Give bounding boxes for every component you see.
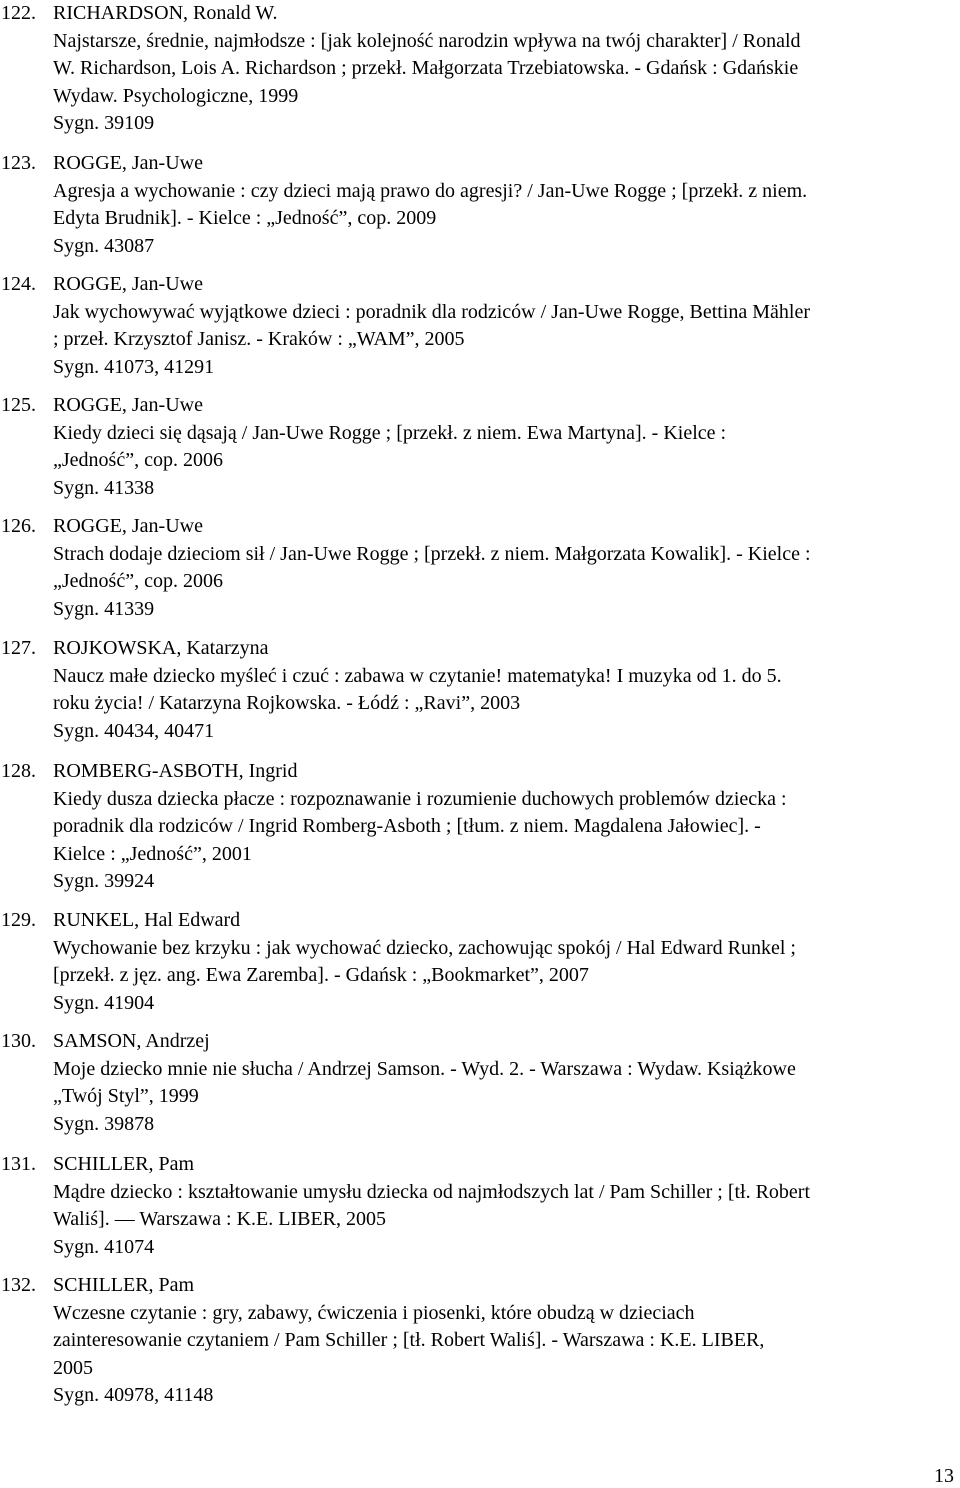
entry-text-line: Kiedy dusza dziecka płacze : rozpoznawanie i rozumienie duchowych problemów dziecka : <box>53 787 787 810</box>
entry-number: 126. <box>1 515 36 537</box>
entry-author: ROGGE, Jan-Uwe <box>53 273 203 295</box>
entry-text-line: Strach dodaje dzieciom sił / Jan-Uwe Rogge ; [przekł. z niem. Małgorzata Kowalik]. - Kielce : <box>53 542 811 565</box>
entry-text-line: roku życia! / Katarzyna Rojkowska. - Łódź : „Ravi”, 2003 <box>53 692 521 715</box>
entry-text-line: [przekł. z jęz. ang. Ewa Zaremba]. - Gdańsk : „Bookmarket”, 2007 <box>53 964 589 987</box>
entry-signature: Sygn. 43087 <box>53 234 155 257</box>
entry-number: 131. <box>1 1153 36 1175</box>
entry-number: 123. <box>1 152 36 174</box>
entry-text-line: Wydaw. Psychologiczne, 1999 <box>53 84 299 107</box>
entry-number: 127. <box>1 637 36 659</box>
entry-signature: Sygn. 41074 <box>53 1235 155 1258</box>
entry-author: SCHILLER, Pam <box>53 1274 195 1296</box>
entry-number: 129. <box>1 909 36 931</box>
entry-author: ROGGE, Jan-Uwe <box>53 394 203 416</box>
entry-author: ROJKOWSKA, Katarzyna <box>53 637 269 659</box>
entry-text-line: Waliś]. — Warszawa : K.E. LIBER, 2005 <box>53 1208 387 1231</box>
entry-text-line: „Jedność”, cop. 2006 <box>53 449 223 472</box>
entry-number: 122. <box>1 2 36 24</box>
entry-author: ROGGE, Jan-Uwe <box>53 515 203 537</box>
entry-text-line: Edyta Brudnik]. - Kielce : „Jedność”, cop. 2009 <box>53 207 437 230</box>
entry-text-line: Moje dziecko mnie nie słucha / Andrzej Samson. - Wyd. 2. - Warszawa : Wydaw. Książkowe <box>53 1057 796 1080</box>
entry-text-line: zainteresowanie czytaniem / Pam Schiller ; [tł. Robert Waliś]. - Warszawa : K.E. LIBER, <box>53 1329 765 1352</box>
entry-signature: Sygn. 41073, 41291 <box>53 355 215 378</box>
entry-number: 128. <box>1 760 36 782</box>
entry-text-line: Naucz małe dziecko myśleć i czuć : zabawa w czytanie! matematyka! I muzyka od 1. do 5. <box>53 664 782 687</box>
entry-signature: Sygn. 39878 <box>53 1112 155 1135</box>
entry-text-line: Mądre dziecko : kształtowanie umysłu dziecka od najmłodszych lat / Pam Schiller ; [tł. Robert <box>53 1180 811 1203</box>
entry-number: 125. <box>1 394 36 416</box>
entry-signature: Sygn. 40978, 41148 <box>53 1384 214 1407</box>
entry-author: ROGGE, Jan-Uwe <box>53 152 203 174</box>
entry-text-line: Agresja a wychowanie : czy dzieci mają prawo do agresji? / Jan-Uwe Rogge ; [przekł. z niem. <box>53 179 808 202</box>
entry-text-line: Najstarsze, średnie, najmłodsze : [jak kolejność narodzin wpływa na twój charakter] / Ronald <box>53 29 801 52</box>
entry-author: RICHARDSON, Ronald W. <box>53 2 278 24</box>
entry-author: SAMSON, Andrzej <box>53 1030 210 1052</box>
entry-text-line: „Jedność”, cop. 2006 <box>53 570 223 593</box>
entry-text-line: Kiedy dzieci się dąsają / Jan-Uwe Rogge ; [przekł. z niem. Ewa Martyna]. - Kielce : <box>53 421 727 444</box>
entry-text-line: „Twój Styl”, 1999 <box>53 1085 199 1108</box>
entry-author: ROMBERG-ASBOTH, Ingrid <box>53 760 298 782</box>
entry-text-line: Kielce : „Jedność”, 2001 <box>53 842 252 865</box>
entry-signature: Sygn. 39924 <box>53 870 155 893</box>
entry-text-line: Jak wychowywać wyjątkowe dzieci : poradnik dla rodziców / Jan-Uwe Rogge, Bettina Mähler <box>53 300 810 323</box>
entry-number: 132. <box>1 1274 36 1296</box>
entry-text-line: Wychowanie bez krzyku : jak wychować dziecko, zachowując spokój / Hal Edward Runkel ; <box>53 936 796 959</box>
entry-author: RUNKEL, Hal Edward <box>53 909 241 931</box>
entry-signature: Sygn. 40434, 40471 <box>53 719 215 742</box>
entry-number: 124. <box>1 273 36 295</box>
page-number: 13 <box>934 1465 954 1487</box>
entry-text-line: Wczesne czytanie : gry, zabawy, ćwiczenia i piosenki, które obudzą w dzieciach <box>53 1301 695 1324</box>
entry-text-line: ; przeł. Krzysztof Janisz. - Kraków : „WAM”, 2005 <box>53 328 465 351</box>
entry-author: SCHILLER, Pam <box>53 1153 195 1175</box>
entry-text-line: W. Richardson, Lois A. Richardson ; przekł. Małgorzata Trzebiatowska. - Gdańsk : Gdańskie <box>53 57 799 80</box>
entry-text-line: 2005 <box>53 1356 93 1379</box>
entry-signature: Sygn. 41339 <box>53 597 155 620</box>
entry-signature: Sygn. 39109 <box>53 112 155 135</box>
entry-text-line: poradnik dla rodziców / Ingrid Romberg-Asboth ; [tłum. z niem. Magdalena Jałowiec]. - <box>53 815 761 838</box>
entry-number: 130. <box>1 1030 36 1052</box>
entry-signature: Sygn. 41338 <box>53 476 155 499</box>
entry-signature: Sygn. 41904 <box>53 991 155 1014</box>
